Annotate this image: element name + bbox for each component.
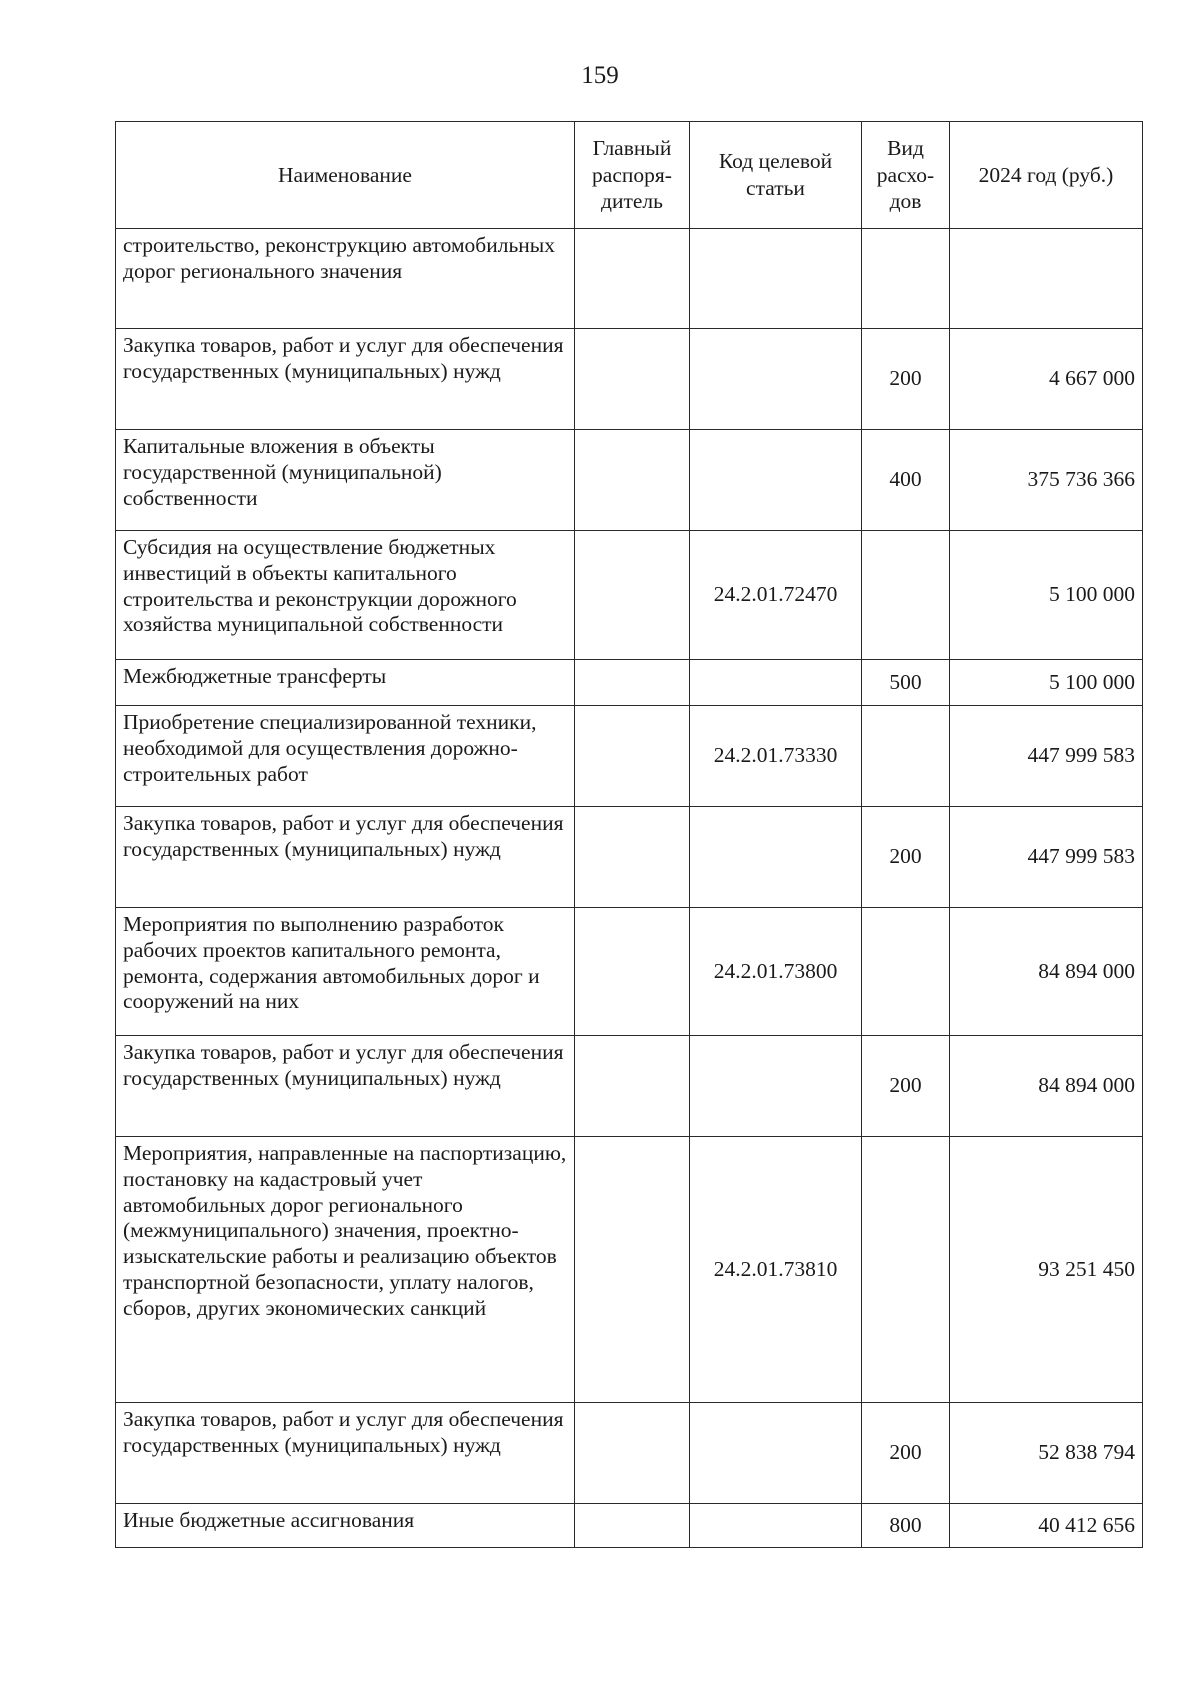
row-name: Закупка товаров, работ и услуг для обеспечения государственных (муниципальных) нужд: [116, 807, 575, 908]
table-row: [116, 229, 1143, 329]
row-admin: [575, 660, 690, 706]
row-admin: [575, 706, 690, 807]
header-code: Код целевой статьи: [690, 122, 862, 229]
row-admin: [575, 1504, 690, 1548]
row-name: строительство, реконструкцию автомобильных дорог регионального значения: [116, 229, 575, 329]
row-type: [862, 531, 950, 660]
table-row: [116, 531, 1143, 660]
row-type: 400: [862, 430, 950, 531]
table-row: [116, 1504, 1143, 1548]
table-row: [116, 430, 1143, 531]
table-row: [116, 908, 1143, 1036]
row-name: Закупка товаров, работ и услуг для обеспечения государственных (муниципальных) нужд: [116, 1403, 575, 1504]
row-admin: [575, 1036, 690, 1137]
row-type: 200: [862, 1036, 950, 1137]
row-code: [690, 1036, 862, 1137]
row-admin: [575, 1137, 690, 1403]
row-amount: 447 999 583: [950, 807, 1143, 908]
row-amount: 93 251 450: [950, 1137, 1143, 1403]
row-type: [862, 229, 950, 329]
row-amount: 4 667 000: [950, 329, 1143, 430]
row-code: 24.2.01.72470: [690, 531, 862, 660]
budget-table: [115, 121, 1143, 1548]
row-name: Мероприятия, направленные на паспортизацию, постановку на кадастровый учет автомобильных дорог регионального (межмуниципального) значения, проектно-изыскательские работы и реализацию объектов транспортной безопасности, уплату налогов, сборов, других экономических санкций: [116, 1137, 575, 1403]
row-code: 24.2.01.73810: [690, 1137, 862, 1403]
header-expense-type: Вид расхо-дов: [862, 122, 950, 229]
row-type: 200: [862, 329, 950, 430]
row-admin: [575, 1403, 690, 1504]
row-type: 500: [862, 660, 950, 706]
header-amount-2024: 2024 год (руб.): [950, 122, 1143, 229]
row-name: Мероприятия по выполнению разработок рабочих проектов капитального ремонта, ремонта, содержания автомобильных дорог и сооружений на них: [116, 908, 575, 1036]
row-code: 24.2.01.73330: [690, 706, 862, 807]
row-admin: [575, 531, 690, 660]
table-body: [116, 229, 1143, 1548]
table-row: [116, 1403, 1143, 1504]
row-name: Иные бюджетные ассигнования: [116, 1504, 575, 1548]
header-name: Наименование: [116, 122, 575, 229]
row-admin: [575, 430, 690, 531]
table-header: [116, 122, 1143, 229]
row-admin: [575, 807, 690, 908]
table-row: [116, 660, 1143, 706]
row-name: Закупка товаров, работ и услуг для обеспечения государственных (муниципальных) нужд: [116, 1036, 575, 1137]
row-name: Межбюджетные трансферты: [116, 660, 575, 706]
row-amount: 375 736 366: [950, 430, 1143, 531]
row-type: 200: [862, 807, 950, 908]
row-type: [862, 1137, 950, 1403]
table-row: [116, 1036, 1143, 1137]
row-code: [690, 430, 862, 531]
row-name: Приобретение специализированной техники, необходимой для осуществления дорожно-строительных работ: [116, 706, 575, 807]
row-code: [690, 1403, 862, 1504]
row-name: Субсидия на осуществление бюджетных инвестиций в объекты капитального строительства и реконструкции дорожного хозяйства муниципальной собственности: [116, 531, 575, 660]
row-name: Закупка товаров, работ и услуг для обеспечения государственных (муниципальных) нужд: [116, 329, 575, 430]
row-admin: [575, 329, 690, 430]
page-number: 159: [581, 62, 619, 89]
row-code: [690, 229, 862, 329]
row-admin: [575, 908, 690, 1036]
row-amount: [950, 229, 1143, 329]
header-row: [116, 122, 1143, 229]
row-type: 200: [862, 1403, 950, 1504]
header-admin: Главный распоря-дитель: [575, 122, 690, 229]
row-amount: 447 999 583: [950, 706, 1143, 807]
row-code: [690, 660, 862, 706]
table-row: [116, 1137, 1143, 1403]
row-type: [862, 908, 950, 1036]
row-code: [690, 1504, 862, 1548]
row-type: [862, 706, 950, 807]
row-amount: 52 838 794: [950, 1403, 1143, 1504]
row-amount: 84 894 000: [950, 908, 1143, 1036]
row-name: Капитальные вложения в объекты государственной (муниципальной) собственности: [116, 430, 575, 531]
row-code: [690, 807, 862, 908]
table-row: [116, 329, 1143, 430]
row-amount: 84 894 000: [950, 1036, 1143, 1137]
row-type: 800: [862, 1504, 950, 1548]
table-row: [116, 706, 1143, 807]
table-row: [116, 807, 1143, 908]
row-amount: 40 412 656: [950, 1504, 1143, 1548]
row-amount: 5 100 000: [950, 531, 1143, 660]
row-amount: 5 100 000: [950, 660, 1143, 706]
row-code: 24.2.01.73800: [690, 908, 862, 1036]
row-code: [690, 329, 862, 430]
row-admin: [575, 229, 690, 329]
